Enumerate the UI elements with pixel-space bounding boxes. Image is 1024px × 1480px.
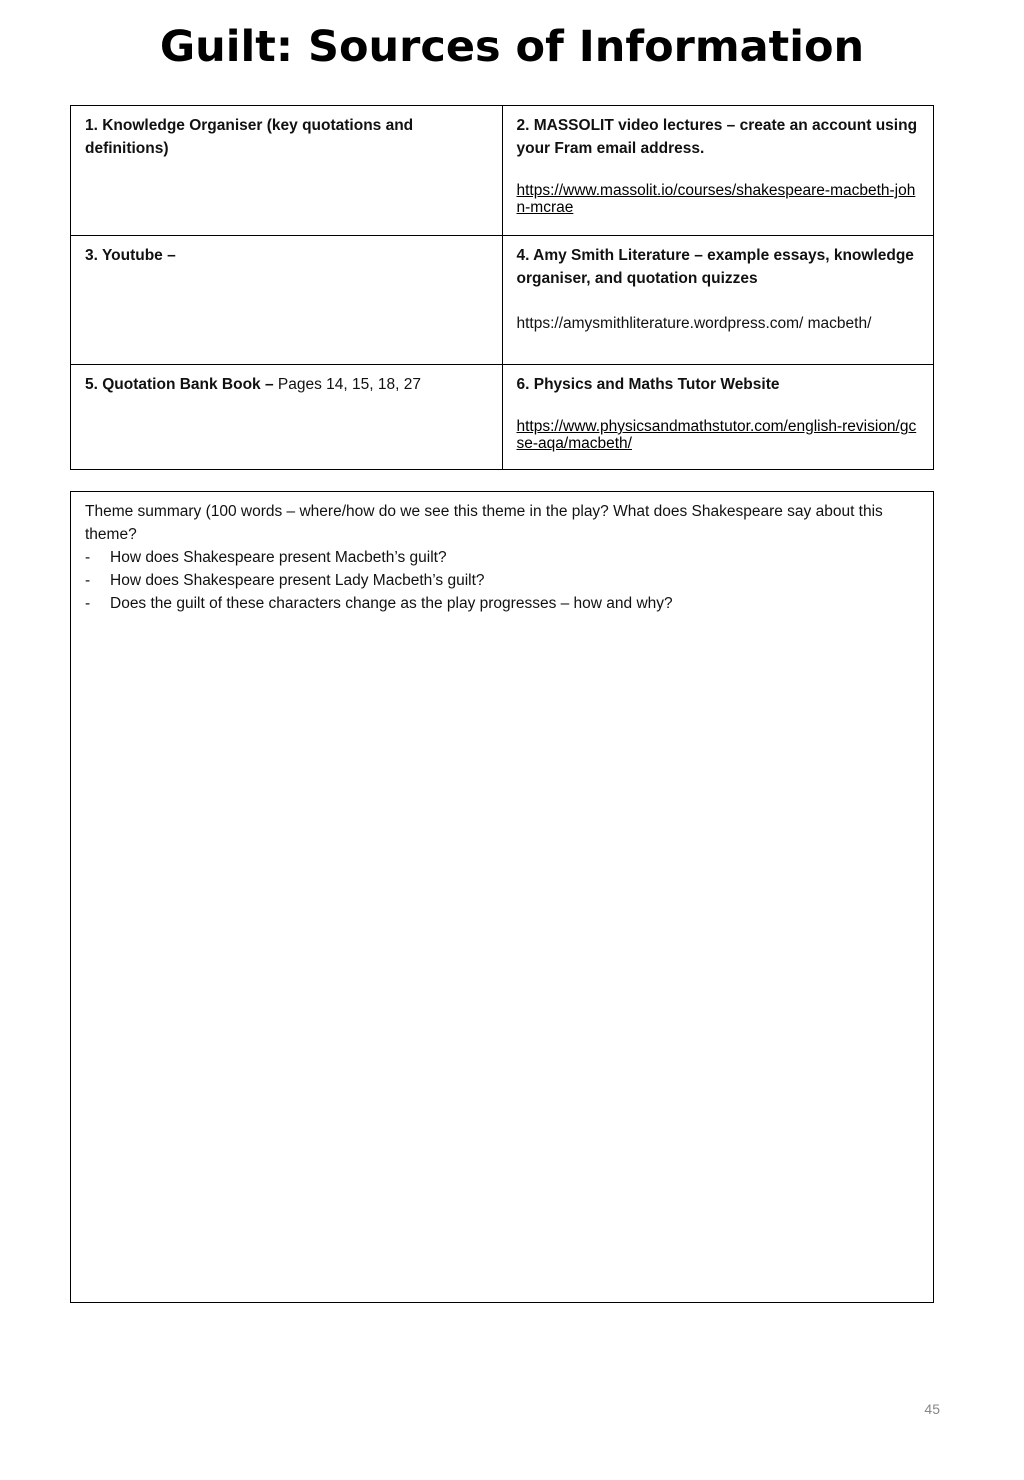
dash-bullet: - <box>85 595 91 612</box>
theme-summary-box[interactable] <box>70 491 934 1303</box>
source-title: 1. Knowledge Organiser (key quotations and definitions) <box>85 117 414 157</box>
source-title: 6. Physics and Maths Tutor Website <box>516 376 780 393</box>
table-row <box>71 236 934 365</box>
source-title: 2. MASSOLIT video lectures – create an account using your Fram email address. <box>516 117 918 157</box>
physics-maths-tutor-link[interactable]: https://www.physicsandmathstutor.com/english-revision/gcse-aqa/macbeth/ <box>516 418 917 452</box>
page-number: 45 <box>924 1401 940 1417</box>
theme-summary-intro: Theme summary (100 words – where/how do we see this theme in the play? What does Shakespeare say about this theme? <box>85 503 883 543</box>
source-title: 5. Quotation Bank Book – <box>85 376 274 393</box>
dash-bullet: - <box>85 549 91 566</box>
list-item <box>85 569 919 592</box>
page-title: Guilt: Sources of Information <box>159 22 865 72</box>
quotation-bank-pages: Pages 14, 15, 18, 27 <box>273 376 421 393</box>
table-row <box>71 106 934 236</box>
source-cell-physics-maths-tutor <box>502 365 934 470</box>
source-title: 4. Amy Smith Literature – example essays, knowledge organiser, and quotation quizzes <box>516 247 914 287</box>
source-cell-knowledge-organiser <box>71 106 503 236</box>
table-row <box>71 365 934 470</box>
question-text: How does Shakespeare present Macbeth’s guilt? <box>110 549 447 566</box>
source-cell-massolit <box>502 106 934 236</box>
source-cell-quotation-bank <box>71 365 503 470</box>
question-text: How does Shakespeare present Lady Macbeth’s guilt? <box>110 572 485 589</box>
source-title: 3. Youtube – <box>85 247 176 264</box>
theme-questions-list <box>85 546 919 615</box>
dash-bullet: - <box>85 572 91 589</box>
sources-table <box>70 105 934 470</box>
list-item <box>85 592 919 615</box>
source-cell-youtube <box>71 236 503 365</box>
question-text: Does the guilt of these characters change as the play progresses – how and why? <box>110 595 673 612</box>
list-item <box>85 546 919 569</box>
source-cell-amy-smith <box>502 236 934 365</box>
amy-smith-url: https://amysmithliterature.wordpress.com/ macbeth/ <box>516 315 872 332</box>
massolit-link[interactable]: https://www.massolit.io/courses/shakespeare-macbeth-john-mcrae <box>516 182 916 216</box>
